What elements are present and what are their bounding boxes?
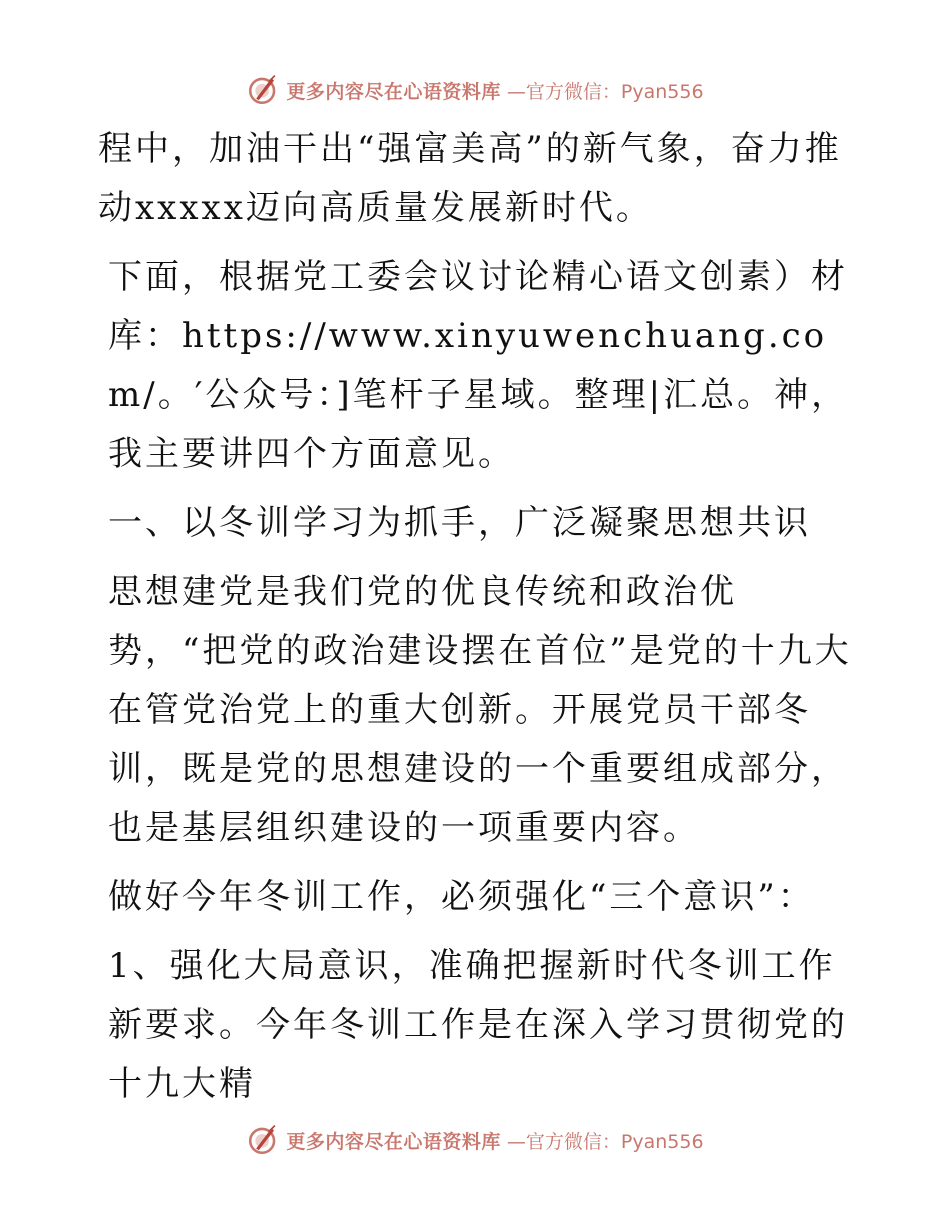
paragraph: 1、强化大局意识，准确把握新时代冬训工作新要求。今年冬训工作是在深入学习贯彻党的十九大精 <box>108 946 848 1104</box>
quill-pen-logo-icon <box>246 1123 280 1157</box>
footer-contact-text: —官方微信：Pyan556 <box>506 1130 704 1153</box>
paragraph: 程中，加油干出“强富美高”的新气象，奋力推动xxxxx迈向高质量发展新时代。 <box>98 129 842 228</box>
page-footer <box>0 1120 950 1160</box>
header-contact-text: —官方微信：Pyan556 <box>506 80 704 103</box>
header-brand-text: 更多内容尽在心语资料库 <box>286 80 501 103</box>
paragraph: 下面，根据党工委会议讨论精心语文创素）材库：https://www.xinyuwenchuang.com/。′公众号：]笔杆子星域。整理|汇总。神，我主要讲四个方面意见。 <box>108 257 849 474</box>
quill-pen-logo-icon <box>246 73 280 107</box>
page-header <box>0 70 950 110</box>
paragraph: 思想建党是我们党的优良传统和政治优势，“把党的政治建设摆在首位”是党的十九大在管党治党上的重大创新。开展党员干部冬训，既是党的思想建设的一个重要组成部分，也是基层组织建设的一项重要内容。 <box>108 572 852 848</box>
section-heading: 一、以冬训学习为抓手，广泛凝聚思想共识 <box>108 503 811 543</box>
paragraph: 做好今年冬训工作，必须强化“三个意识”： <box>108 877 815 917</box>
document-body <box>98 120 858 1124</box>
footer-brand-text: 更多内容尽在心语资料库 <box>286 1130 501 1153</box>
